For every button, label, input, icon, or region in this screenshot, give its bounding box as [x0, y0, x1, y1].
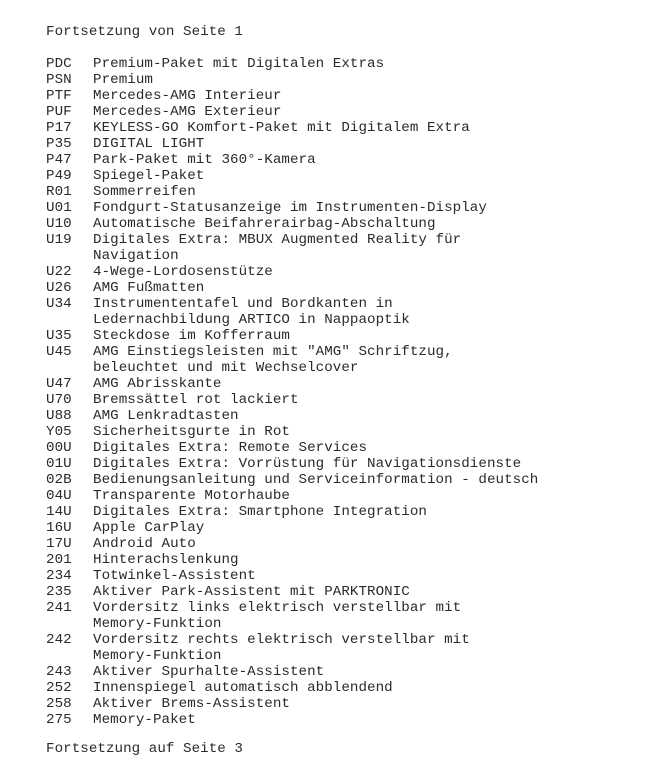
option-description — [93, 200, 487, 216]
option-code: 201 — [46, 552, 72, 568]
option-description-line: Digitales Extra: Vorrüstung für Navigationsdienste — [93, 456, 522, 472]
option-description — [93, 504, 427, 520]
option-code: U26 — [46, 280, 72, 296]
option-description-line: Vordersitz links elektrisch verstellbar mit — [93, 600, 462, 616]
option-code: P49 — [46, 168, 72, 184]
option-description — [93, 632, 470, 664]
option-row — [46, 296, 538, 328]
option-description — [93, 296, 410, 328]
option-row — [46, 488, 538, 504]
option-description-line: Memory-Funktion — [93, 616, 222, 632]
option-row — [46, 504, 538, 520]
option-description-line: AMG Lenkradtasten — [93, 408, 239, 424]
option-code: 252 — [46, 680, 72, 696]
option-code: 243 — [46, 664, 72, 680]
option-description-line: Spiegel-Paket — [93, 168, 205, 184]
option-description-line: 4-Wege-Lordosenstütze — [93, 264, 273, 280]
option-description — [93, 440, 367, 456]
option-description — [93, 712, 196, 728]
option-row — [46, 344, 538, 376]
option-description — [93, 232, 461, 264]
option-description-line: Fondgurt-Statusanzeige im Instrumenten-Display — [93, 200, 487, 216]
option-description — [93, 216, 436, 232]
option-row — [46, 584, 538, 600]
option-code: PDC — [46, 56, 72, 72]
option-description-line: Digitales Extra: Remote Services — [93, 440, 368, 456]
option-description — [93, 456, 521, 472]
option-description — [93, 392, 299, 408]
option-row — [46, 72, 538, 88]
option-description — [93, 600, 461, 632]
option-row — [46, 168, 538, 184]
option-code: U10 — [46, 216, 72, 232]
option-description — [93, 696, 290, 712]
option-row — [46, 712, 538, 728]
option-code: PUF — [46, 104, 72, 120]
option-code: U34 — [46, 296, 72, 312]
option-row — [46, 664, 538, 680]
option-description-line: Memory-Paket — [93, 712, 196, 728]
option-row — [46, 104, 538, 120]
option-description — [93, 88, 281, 104]
option-row — [46, 120, 538, 136]
option-description-line: Premium — [93, 72, 153, 88]
option-description — [93, 552, 239, 568]
option-description-line: Bremssättel rot lackiert — [93, 392, 299, 408]
option-row — [46, 280, 538, 296]
option-row — [46, 632, 538, 664]
option-description-line: Aktiver Spurhalte-Assistent — [93, 664, 325, 680]
option-description-line: Mercedes-AMG Exterieur — [93, 104, 282, 120]
option-code: P35 — [46, 136, 72, 152]
option-row — [46, 680, 538, 696]
option-description — [93, 536, 196, 552]
option-code: 275 — [46, 712, 72, 728]
continued-on-label: Fortsetzung auf Seite 3 — [46, 741, 243, 757]
option-row — [46, 536, 538, 552]
option-description-line: AMG Abrisskante — [93, 376, 222, 392]
option-code: 235 — [46, 584, 72, 600]
option-code: P17 — [46, 120, 72, 136]
option-code: P47 — [46, 152, 72, 168]
option-code: PSN — [46, 72, 72, 88]
option-description-line: Aktiver Park-Assistent mit PARKTRONIC — [93, 584, 410, 600]
option-code-list — [46, 56, 538, 728]
option-row — [46, 472, 538, 488]
option-description-line: Digitales Extra: MBUX Augmented Reality für — [93, 232, 462, 248]
option-description-line: Sicherheitsgurte in Rot — [93, 424, 290, 440]
option-description-line: Ledernachbildung ARTICO in Nappaoptik — [93, 312, 410, 328]
option-row — [46, 424, 538, 440]
option-code: 16U — [46, 520, 72, 536]
option-code: PTF — [46, 88, 72, 104]
option-description-line: KEYLESS-GO Komfort-Paket mit Digitalem Extra — [93, 120, 470, 136]
option-description — [93, 184, 196, 200]
option-code: 01U — [46, 456, 72, 472]
option-code: U22 — [46, 264, 72, 280]
option-description-line: Memory-Funktion — [93, 648, 222, 664]
option-row — [46, 232, 538, 264]
option-description — [93, 376, 221, 392]
option-description — [93, 408, 239, 424]
option-description-line: Aktiver Brems-Assistent — [93, 696, 290, 712]
option-description — [93, 664, 324, 680]
option-code: 04U — [46, 488, 72, 504]
option-row — [46, 696, 538, 712]
option-description-line: beleuchtet und mit Wechselcover — [93, 360, 359, 376]
option-row — [46, 376, 538, 392]
option-code: U70 — [46, 392, 72, 408]
option-description-line: Hinterachslenkung — [93, 552, 239, 568]
option-description — [93, 680, 393, 696]
option-description-line: Park-Paket mit 360°-Kamera — [93, 152, 316, 168]
option-description — [93, 264, 273, 280]
option-row — [46, 520, 538, 536]
option-description — [93, 152, 316, 168]
option-code: U88 — [46, 408, 72, 424]
option-row — [46, 152, 538, 168]
option-description-line: Transparente Motorhaube — [93, 488, 290, 504]
option-code: 242 — [46, 632, 72, 648]
option-code: U45 — [46, 344, 72, 360]
option-description — [93, 72, 153, 88]
option-description — [93, 328, 290, 344]
option-row — [46, 56, 538, 72]
option-code: U19 — [46, 232, 72, 248]
option-code: 234 — [46, 568, 72, 584]
option-code: R01 — [46, 184, 72, 200]
option-description-line: Apple CarPlay — [93, 520, 205, 536]
option-description-line: AMG Einstiegsleisten mit "AMG" Schriftzug, — [93, 344, 453, 360]
option-row — [46, 392, 538, 408]
option-code: 14U — [46, 504, 72, 520]
option-code: U35 — [46, 328, 72, 344]
option-description-line: DIGITAL LIGHT — [93, 136, 205, 152]
option-description-line: Totwinkel-Assistent — [93, 568, 256, 584]
option-description — [93, 280, 204, 296]
option-description-line: Steckdose im Kofferraum — [93, 328, 290, 344]
option-description-line: Android Auto — [93, 536, 196, 552]
option-row — [46, 328, 538, 344]
option-code: 00U — [46, 440, 72, 456]
option-row — [46, 264, 538, 280]
option-row — [46, 568, 538, 584]
option-code: 17U — [46, 536, 72, 552]
option-code: 258 — [46, 696, 72, 712]
option-row — [46, 600, 538, 632]
option-row — [46, 216, 538, 232]
option-code: U47 — [46, 376, 72, 392]
option-description-line: Navigation — [93, 248, 179, 264]
option-description — [93, 168, 204, 184]
option-description — [93, 56, 384, 72]
option-description — [93, 120, 470, 136]
option-description-line: Bedienungsanleitung und Serviceinformation - deutsch — [93, 472, 539, 488]
option-code: 241 — [46, 600, 72, 616]
continued-from-label: Fortsetzung von Seite 1 — [46, 24, 243, 40]
option-description-line: Automatische Beifahrerairbag-Abschaltung — [93, 216, 436, 232]
option-description — [93, 488, 290, 504]
option-row — [46, 456, 538, 472]
option-code: 02B — [46, 472, 72, 488]
option-row — [46, 184, 538, 200]
option-row — [46, 440, 538, 456]
option-row — [46, 200, 538, 216]
option-description-line: AMG Fußmatten — [93, 280, 205, 296]
option-description-line: Mercedes-AMG Interieur — [93, 88, 282, 104]
option-description — [93, 472, 538, 488]
option-code: Y05 — [46, 424, 72, 440]
option-description — [93, 568, 256, 584]
option-description — [93, 520, 204, 536]
option-row — [46, 88, 538, 104]
option-description — [93, 584, 410, 600]
option-description-line: Premium-Paket mit Digitalen Extras — [93, 56, 385, 72]
option-description — [93, 424, 290, 440]
option-row — [46, 136, 538, 152]
option-description-line: Sommerreifen — [93, 184, 196, 200]
option-description — [93, 104, 281, 120]
option-description-line: Innenspiegel automatisch abblendend — [93, 680, 393, 696]
option-description — [93, 344, 453, 376]
option-description-line: Digitales Extra: Smartphone Integration — [93, 504, 427, 520]
option-description-line: Instrumententafel und Bordkanten in — [93, 296, 393, 312]
option-description-line: Vordersitz rechts elektrisch verstellbar mit — [93, 632, 470, 648]
option-row — [46, 552, 538, 568]
option-description — [93, 136, 204, 152]
option-code: U01 — [46, 200, 72, 216]
option-row — [46, 408, 538, 424]
